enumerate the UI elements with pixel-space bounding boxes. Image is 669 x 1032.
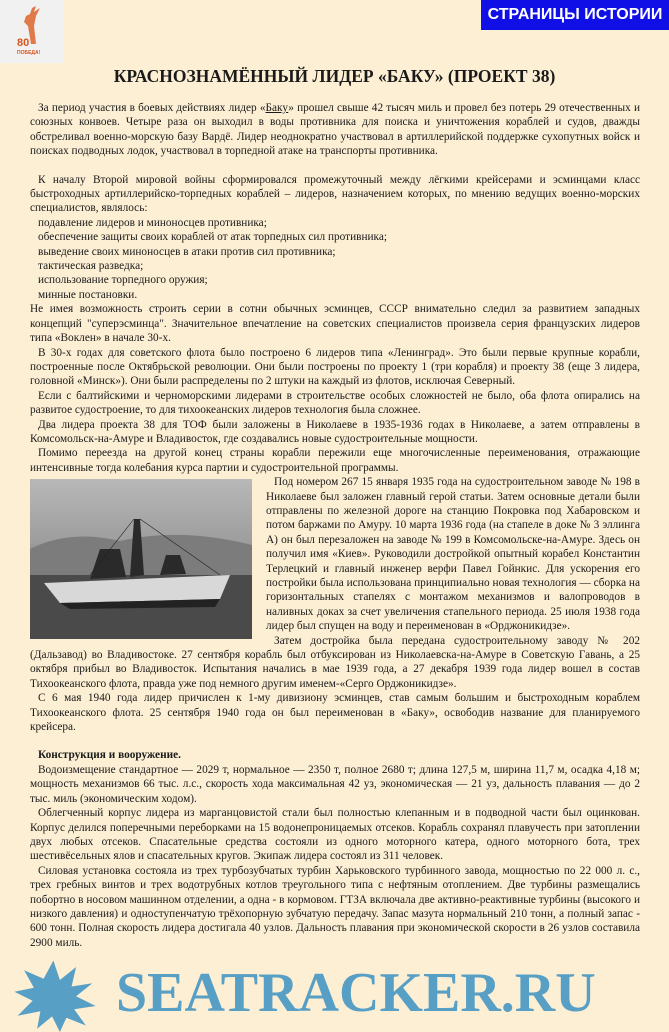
list-item: подавление лидеров и миноносцев противника; <box>38 216 267 229</box>
intro-paragraph <box>30 101 640 159</box>
logo-text: ПОБЕДА! <box>17 50 41 56</box>
paragraph: Облегченный корпус лидера из марганцовистой стали был полностью клепанным и в подводной части был оцинкован. Корпус делился поперечными переборками на 15 водонепроницаемых отсеков. Корабль сохранял плавучесть при затоплении двух любых отсеков. Спасательные средства состояли из одного моторного катера, одного моторного бота, трех шестивёсельных ялов и спасательных кругов. Экипаж лидера состоял из 311 человек. <box>30 807 640 863</box>
paragraph: Два лидера проекта 38 для ТОФ были заложены в Николаеве в 1935-1936 годах в Николаеве, а затем отправлены в Комсомольск-на-Амуре и Владивосток, где создавались новые судостроительные мощности. <box>30 418 640 445</box>
list-item: выведение своих миноносцев в атаки против сил противника; <box>38 245 336 258</box>
paragraph: В 30-х годах для советского флота было построено 6 лидеров типа «Ленинград». Это были первые крупные корабли, построенные после Октябрьской революции. Они были построены по проекту 1 (три корабля) и проекту 38 (еще 3 лидера, головной «Минск»). Они были распределены по 2 штуки на каждый из флотов, исключая Северный. <box>30 346 640 388</box>
logo-number: 80 <box>17 37 30 49</box>
paragraph: Силовая установка состояла из трех турбозубчатых турбин Харьковского турбинного завода, мощностью по 22 000 л. с., трех гребных винтов и трех водотрубных котлов треугольного типа с нефтяным отоплением. Две турбины размещались побортно в носовом машинном отделении, а одна - в кормовом. ГТЗА включала две активно-реактивные турбины (высокого и низкого давления) и одноступенчатую трёхопорную зубчатую передачу. Запас мазута нормальный 210 тонн, а полный запас - 600 тонн. Полная скорость лидера достигала 40 узлов. Дальность плавания при экономической скорости в 26 узлов составила 2900 миль. <box>30 864 640 949</box>
list-item: тактическая разведка; <box>38 260 144 273</box>
section-heading: Конструкция и вооружение. <box>38 749 181 762</box>
ship-photo <box>30 479 252 639</box>
list-item: обеспечение защиты своих кораблей от атак торпедных сил противника; <box>38 231 388 244</box>
paragraph: Если с балтийскими и черноморскими лидерами в строительстве особых сложностей не было, оба флота опирались на развитое судостроение, то для тихоокеанских лидеров технология была сложнее. <box>30 389 640 417</box>
paragraph: Под номером 267 15 января 1935 года на судостроительном заводе № 198 в Николаеве был заложен главный герой статьи. Затем основные детали были отправлены по железной дороге на станцию Покровка под Хабаровском и потом баржами по Амуру. 10 марта 1936 года (на стапеле в доке № 3 эллинга А) он был перезаложен на заводе № 199 в Комсомольске-на-Амуре. Здесь он получил имя «Киев». Руководили достройкой опытный корабел Константин Терлецкий и главный инженер верфи Павел Гойнкис. Для ускорения его постройки была использована принципиально новая технология — сборка на горизонтальных стапелях с монтажом механизмов и валопроводов в наливных доках за счет увеличения стапельного периода. 25 июля 1938 года лидер был спущен на воду и переименован в «Орджоникидзе». <box>266 476 640 633</box>
list-item: минные постановки. <box>38 288 138 301</box>
sunburst-watermark-icon <box>0 954 110 1032</box>
article-body <box>30 0 640 950</box>
watermark-row <box>0 954 669 1032</box>
seatracker-watermark: SEATRACKER.RU <box>116 962 596 1025</box>
paragraph: С 6 мая 1940 года лидер причислен к 1-му дивизиону эсминцев, став самым большим и быстроходным кораблем Тихоокеанского флота. 25 сентября 1940 года он был переименован в «Баку», освободив название для планируемого крейсера. <box>30 692 640 734</box>
history-pages-banner[interactable]: СТРАНИЦЫ ИСТОРИИ <box>481 0 669 30</box>
paragraph: К началу Второй мировой войны сформировался промежуточный между лёгкими крейсерами и эсминцами класс быстроходных артиллерийско-торпедных кораблей – лидеров, назначением которых, по мнению ведущих военно-морских специалистов, являлось: <box>30 173 640 215</box>
paragraph: Не имея возможность строить серии в сотни обычных эсминцев, СССР внимательно следил за развитием западных концепций "суперэсминца". Значительное впечатление на советских специалистов произвела серия французских лидеров типа «Воклен» в начале 30-х. <box>30 303 640 345</box>
paragraph: Водоизмещение стандартное — 2029 т, нормальное — 2350 т, полное 2680 т; длина 127,5 м, ширина 11,7 м, осадка 4,18 м; мощность механизмов 66 тыс. л.с., скорость хода максимальная 42 уз, экономическая — 21 уз, дальность плавания — до 2 тыс. миль (экономическим ходом). <box>30 763 640 805</box>
purpose-list <box>30 216 640 302</box>
page-title: КРАСНОЗНАМЁННЫЙ ЛИДЕР «БАКУ» (ПРОЕКТ 38) <box>113 66 556 86</box>
paragraph: Помимо переезда на другой конец страны корабли пережили еще многочисленные переименования, отражающие интенсивные тогда колебания курса партии и судостроительной программы. <box>30 447 640 474</box>
intro-text: За период участия в боевых действиях лидер « <box>38 102 266 114</box>
paragraph: Затем достройка была передана судостроительному заводу № 202 (Дальзавод) во Владивостоке. 27 сентября корабль был отбуксирован из Николаевска-на-Амуре в Советскую Гавань, а 25 октября прибыл во Владивосток. Испытания начались в мае 1939 года, а 27 декабря 1939 года лидер вошел в состав Тихоокеанского флота, правда уже под немного другим именем-«Серго Орджоникидзе». <box>30 634 640 690</box>
intro-text-end: » прошел свыше 42 тысяч миль и провел без потерь 29 отечественных и союзных конвоев. Четыре раза он выходил в воды противника для поиска и уничтожения кораблей и судов, дважды обстреливал военно-морскую базу Вардё. Лидер неоднократно участвовал в артиллерийской поддержке сухопутных войск и поисках подводных лодок, участвовал в торпедной атаке на транспорты противника. <box>30 102 641 158</box>
baku-link[interactable]: Баку <box>265 102 289 114</box>
list-item: использование торпедного оружия; <box>38 274 208 287</box>
